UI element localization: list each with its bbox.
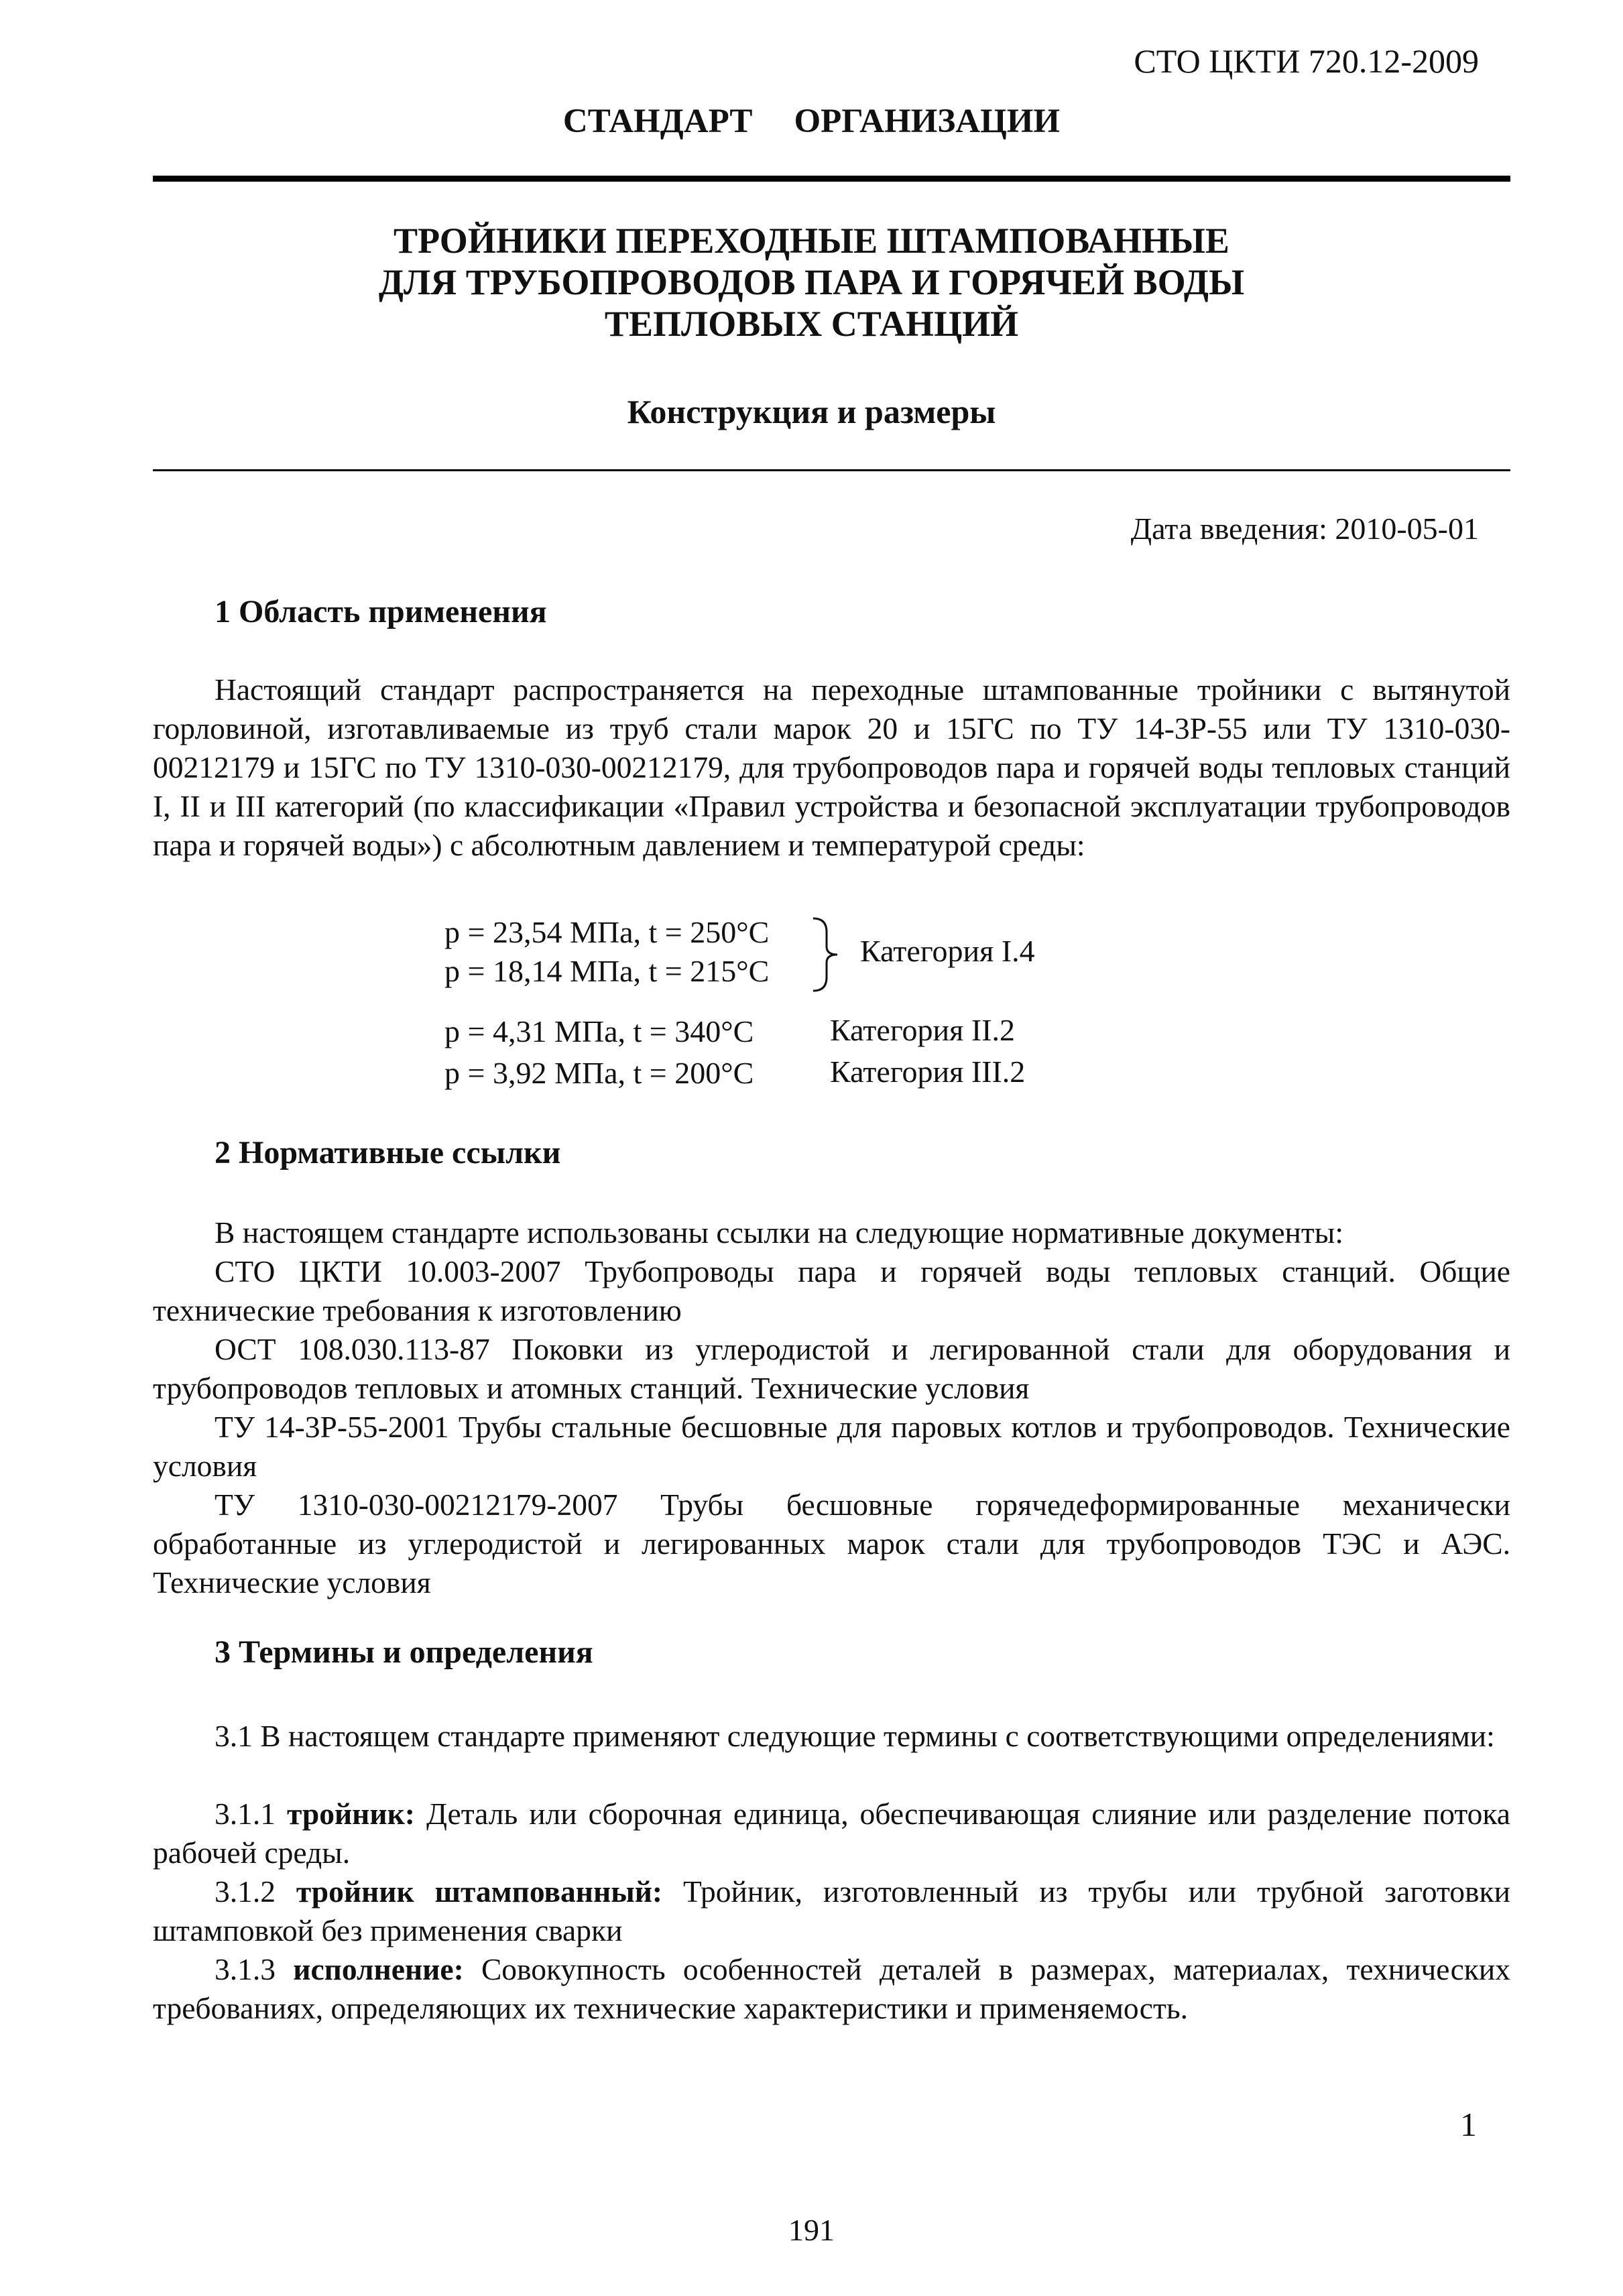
term-number: 3.1.3 bbox=[215, 1952, 294, 1986]
section-3-paragraph-1: 3.1 В настоящем стандарте применяют следующие термины с соответствующими определениями: bbox=[215, 1719, 1495, 1753]
document-title bbox=[0, 220, 1623, 345]
title-rule bbox=[153, 469, 1510, 471]
page-number: 1 bbox=[1460, 2106, 1477, 2143]
term-number: 3.1.1 bbox=[215, 1797, 287, 1831]
title-line-1: ТРОЙНИКИ ПЕРЕХОДНЫЕ ШТАМПОВАННЫЕ bbox=[394, 221, 1229, 261]
term-stamped-tee bbox=[153, 1872, 1510, 1950]
condition-1: p = 23,54 МПа, t = 250°C bbox=[444, 915, 770, 949]
header-rule bbox=[153, 176, 1510, 182]
term-tee bbox=[153, 1795, 1510, 1872]
org-word-standard: СТАНДАРТ bbox=[562, 103, 753, 140]
term-definition: Деталь или сборочная единица, обеспечивающая слияние или разделение потока рабочей среды. bbox=[153, 1797, 1510, 1870]
section-3-heading: 3 Термины и определения bbox=[215, 1634, 593, 1670]
section-1-heading: 1 Область применения bbox=[215, 594, 547, 629]
category-1-4: Категория I.4 bbox=[860, 934, 1035, 968]
term-name: тройник штампованный: bbox=[296, 1874, 663, 1909]
category-3-2: Категория III.2 bbox=[830, 1054, 1026, 1089]
title-line-3: ТЕПЛОВЫХ СТАНЦИЙ bbox=[604, 304, 1019, 344]
introduction-date: Дата введения: 2010-05-01 bbox=[1130, 511, 1479, 546]
term-definition: Тройник, изготовленный из трубы или трубной заготовки штамповкой без применения сварки bbox=[153, 1874, 1510, 1947]
term-version bbox=[153, 1950, 1510, 2028]
section-2-heading: 2 Нормативные ссылки bbox=[215, 1135, 561, 1170]
organization-standard-label bbox=[0, 102, 1623, 141]
section-2-paragraph-1: В настоящем стандарте использованы ссылки на следующие нормативные документы: bbox=[215, 1215, 1343, 1250]
reference-ost: ОСТ 108.030.113-87 Поковки из углеродистой и легированной стали для оборудования и трубопроводов тепловых и атомных станций. Технические условия bbox=[153, 1332, 1510, 1405]
reference-tu-14: ТУ 14-3Р-55-2001 Трубы стальные бесшовные для паровых котлов и трубопроводов. Технические условия bbox=[153, 1410, 1510, 1483]
document-code: СТО ЦКТИ 720.12-2009 bbox=[1134, 42, 1479, 80]
term-name: тройник: bbox=[286, 1797, 415, 1831]
title-line-2: ДЛЯ ТРУБОПРОВОДОВ ПАРА И ГОРЯЧЕЙ ВОДЫ bbox=[378, 262, 1245, 302]
sheet-number: 191 bbox=[788, 2213, 835, 2247]
section-1-paragraph: Настоящий стандарт распространяется на переходные штампованные тройники с вытянутой горловиной, изготавливаемые из труб стали марок 20 и 15ГС по ТУ 14-3Р-55 или ТУ 1310-030-00212179 и 15ГС по ТУ 1310-030-00212179, для трубопроводов пара и горячей воды тепловых станций I, II и III категорий (по классификации «Правил устройства и безопасной эксплуатации трубопроводов пара и горячей воды») с абсолютным давлением и температурой среды: bbox=[153, 672, 1510, 862]
term-name: исполнение: bbox=[293, 1952, 464, 1986]
term-number: 3.1.2 bbox=[215, 1874, 296, 1909]
condition-2: p = 18,14 МПа, t = 215°C bbox=[444, 954, 770, 988]
reference-sto-ckti: СТО ЦКТИ 10.003-2007 Трубопроводы пара и горячей воды тепловых станций. Общие технические требования к изготовлению bbox=[153, 1254, 1510, 1327]
term-definition: Совокупность особенностей деталей в размерах, материалах, технических требованиях, определяющих их технические характеристики и применяемость. bbox=[153, 1952, 1511, 2025]
right-brace-icon bbox=[808, 914, 848, 995]
condition-3: p = 4,31 МПа, t = 340°C bbox=[444, 1014, 754, 1048]
org-word-organization: ОРГАНИЗАЦИИ bbox=[794, 103, 1061, 140]
category-2-2: Категория II.2 bbox=[830, 1013, 1015, 1047]
condition-4: p = 3,92 МПа, t = 200°C bbox=[444, 1056, 754, 1090]
document-subtitle: Конструкция и размеры bbox=[627, 393, 996, 430]
reference-tu-1310: ТУ 1310-030-00212179-2007 Трубы бесшовные горячедеформированные механически обработанные из углеродистой и легированных марок стали для трубопроводов ТЭС и АЭС. Технические условия bbox=[153, 1488, 1510, 1599]
